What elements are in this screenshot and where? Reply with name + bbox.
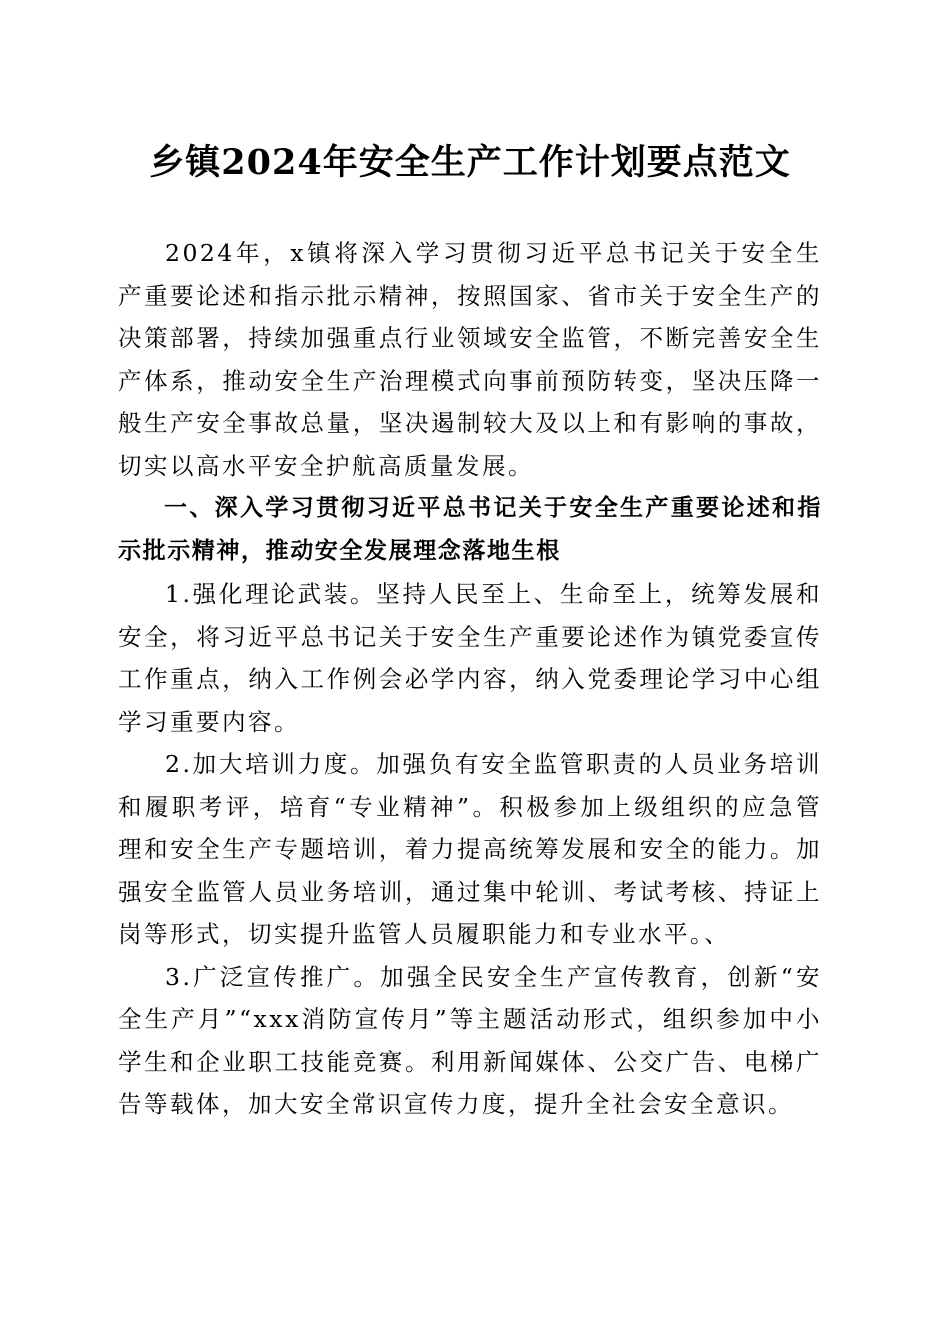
section-1-heading: 一、深入学习贯彻习近平总书记关于安全生产重要论述和指示批示精神，推动安全发展理念落地生根 bbox=[118, 495, 822, 564]
document-title: 乡镇2024年安全生产工作计划要点范文 bbox=[149, 142, 791, 183]
item-2-paragraph: 2.加大培训力度。加强负有安全监管职责的人员业务培训和履职考评，培育“专业精神”。积极参加上级组织的应急管理和安全生产专题培训，着力提高统筹发展和安全的能力。加强安全监管人员业务培训，通过集中轮训、考试考核、持证上岗等形式，切实提升监管人员履职能力和专业水平。、 bbox=[118, 750, 822, 948]
item-3-paragraph: 3.广泛宣传推广。加强全民安全生产宣传教育，创新“安全生产月”“xxx消防宣传月”等主题活动形式，组织参加中小学生和企业职工技能竞赛。利用新闻媒体、公交广告、电梯广告等载体，加大安全常识宣传力度，提升全社会安全意识。 bbox=[118, 962, 822, 1118]
item-1-paragraph: 1.强化理论武装。坚持人民至上、生命至上，统筹发展和安全，将习近平总书记关于安全生产重要论述作为镇党委宣传工作重点，纳入工作例会必学内容，纳入党委理论学习中心组学习重要内容。 bbox=[118, 580, 822, 736]
intro-paragraph: 2024年，x镇将深入学习贯彻习近平总书记关于安全生产重要论述和指示批示精神，按照国家、省市关于安全生产的决策部署，持续加强重点行业领域安全监管，不断完善安全生产体系，推动安全生产治理模式向事前预防转变，坚决压降一般生产安全事故总量，坚决遏制较大及以上和有影响的事故，切实以高水平安全护航高质量发展。 bbox=[118, 239, 822, 480]
